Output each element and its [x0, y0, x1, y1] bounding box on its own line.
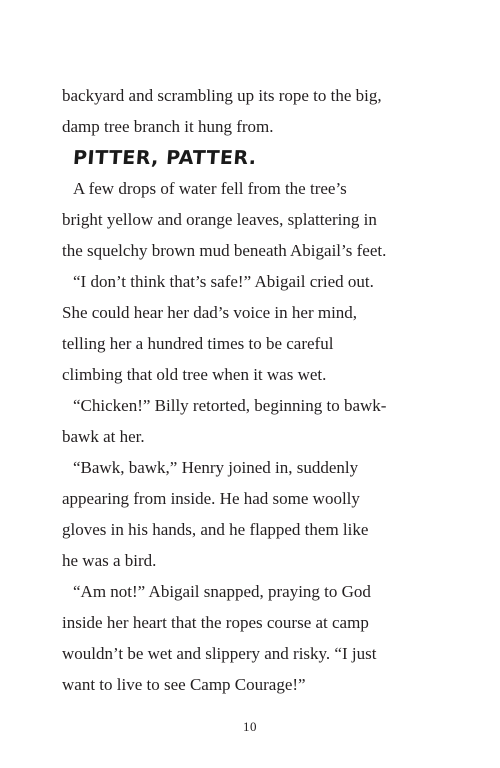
story-line: “Chicken!” Billy retorted, beginning to bawk-	[73, 396, 387, 415]
story-line: inside her heart that the ropes course at camp	[62, 613, 369, 632]
story-line: the squelchy brown mud beneath Abigail’s feet.	[62, 241, 387, 260]
story-line: climbing that old tree when it was wet.	[62, 365, 327, 384]
story-line: gloves in his hands, and he flapped them like	[62, 520, 369, 539]
story-line: She could hear her dad’s voice in her mind,	[62, 303, 358, 322]
story-line: wouldn’t be wet and slippery and risky. “I just	[62, 644, 377, 663]
story-line: A few drops of water fell from the tree’s	[73, 179, 347, 198]
story-line: want to live to see Camp Courage!”	[62, 675, 306, 694]
story-line: “Am not!” Abigail snapped, praying to God	[73, 582, 371, 601]
story-text	[62, 80, 434, 700]
story-line: bright yellow and orange leaves, splattering in	[62, 210, 377, 229]
story-line: he was a bird.	[62, 551, 157, 570]
story-line: “Bawk, bawk,” Henry joined in, suddenly	[73, 458, 359, 477]
story-line: appearing from inside. He had some woolly	[62, 489, 360, 508]
story-line: backyard and scrambling up its rope to the big,	[62, 86, 382, 105]
story-line: damp tree branch it hung from.	[62, 117, 274, 136]
story-line: “I don’t think that’s safe!” Abigail cried out.	[73, 272, 374, 291]
story-line: bawk at her.	[62, 427, 145, 446]
sound-effect-heading: PITTER, PATTER.	[72, 147, 258, 169]
page-number: 10	[243, 719, 257, 734]
story-line: telling her a hundred times to be careful	[62, 334, 334, 353]
